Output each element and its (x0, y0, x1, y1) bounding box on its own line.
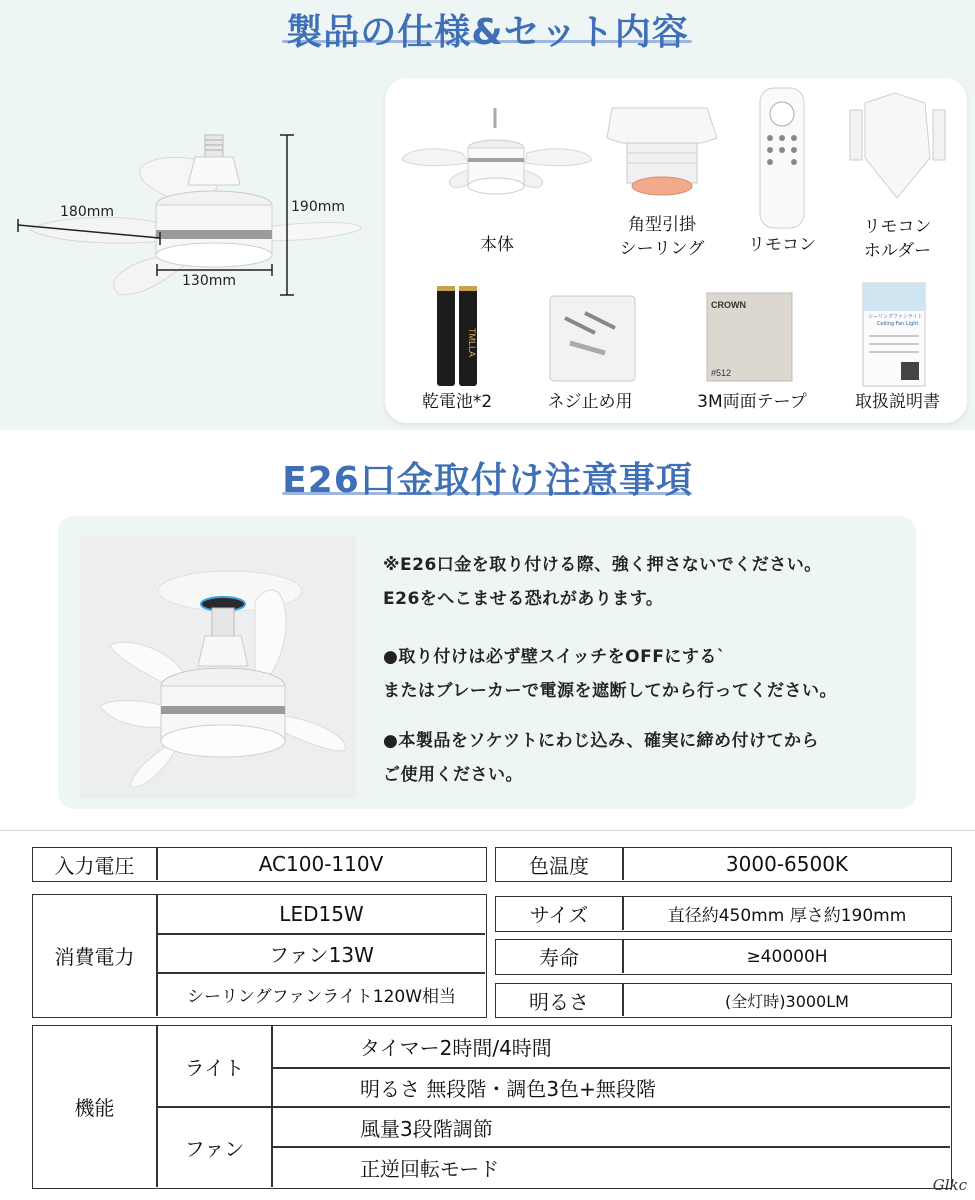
input-voltage-table (32, 847, 487, 882)
power-label: 消費電力 (54, 945, 135, 969)
accessory-label: 本体 (480, 235, 514, 255)
accessory-label: 角型引掛 シーリング (619, 215, 705, 259)
life-value: ≥40000H (746, 946, 828, 967)
power-equivalent-value: シーリングファンライト120W相当 (186, 986, 457, 1007)
size-value: 直径約450mm 厚さ約190mm (667, 906, 907, 926)
manual-heading-text: シーリングファンライト (868, 314, 923, 320)
fan-label: ファン (184, 1137, 245, 1161)
tape-brand-text: CROWN (711, 300, 746, 310)
width-dimension-label: 180mm (60, 204, 114, 220)
fan-dimension-illustration (0, 80, 380, 430)
color-temp-label: 色温度 (529, 853, 589, 878)
functions-label: 機能 (74, 1096, 115, 1120)
functions-table (32, 1025, 952, 1189)
section-title-specs: 製品の仕様&セット内容 (286, 12, 689, 53)
manual-icon (835, 278, 960, 388)
life-table (495, 939, 952, 975)
fan-install-illustration (80, 536, 356, 798)
battery-brand-text: TMLLA (467, 328, 477, 358)
note-line: ●本製品をソケツトにわじ込み、確実に締め付けてから (383, 731, 820, 751)
accessory-label: 乾電池*2 (421, 392, 493, 412)
note-line: E26をへこませる恐れがあります。 (383, 589, 664, 609)
brightness-label: 明るさ (529, 989, 589, 1014)
section-divider (0, 830, 975, 831)
power-fan-value: ファン13W (269, 942, 374, 967)
life-label: 寿命 (539, 946, 579, 970)
accessory-label: 3M両面テープ (697, 392, 807, 412)
screw-bag-icon (525, 278, 655, 388)
input-voltage-value: AC100-110V (258, 852, 384, 876)
manual-subheading-text: Ceiling Fan Light (877, 321, 919, 327)
accessory-tape (677, 278, 827, 418)
signature: Glkc (932, 1176, 967, 1194)
color-temp-table (495, 847, 952, 882)
light-dimming-value: 明るさ 無段階・調色3色+無段階 (360, 1076, 656, 1101)
e26-notes-card (58, 516, 916, 809)
height-dimension-label: 190mm (291, 199, 345, 215)
power-led-value: LED15W (279, 902, 364, 926)
fan-speed-value: 風量3段階調節 (360, 1116, 493, 1141)
tape-code-text: #512 (711, 368, 732, 378)
size-table (495, 896, 952, 932)
accessory-label: ネジ止め用 (547, 392, 633, 412)
brightness-table (495, 983, 952, 1018)
note-line: ●取り付けは必ず壁スイッチをOFFにする` (383, 647, 726, 667)
power-table (32, 894, 487, 1018)
accessory-remote-holder (835, 88, 960, 263)
tape-icon (677, 278, 827, 388)
accessory-label: リモコン (748, 235, 816, 255)
accessory-screws (525, 278, 655, 418)
input-voltage-label: 入力電圧 (54, 853, 135, 878)
installation-photo (80, 536, 356, 798)
note-line: またはブレーカーで電源を遮断してから行ってください。 (383, 681, 837, 701)
accessory-main-body (397, 98, 597, 263)
light-timer-value: タイマー2時間/4時間 (360, 1036, 552, 1060)
brightness-value: (全灯時)3000LM (725, 991, 849, 1011)
base-dimension-label: 130mm (182, 273, 236, 289)
light-label: ライト (184, 1055, 245, 1080)
accessory-label: 取扱説明書 (855, 392, 940, 412)
color-temp-value: 3000-6500K (725, 852, 849, 876)
fan-reverse-value: 正逆回転モード (360, 1157, 500, 1181)
size-label: サイズ (529, 903, 589, 927)
accessories-card (385, 78, 967, 423)
battery-icon (397, 278, 517, 388)
note-line: ※E26口金を取り付ける際、強く押さないでください。 (383, 555, 822, 575)
dimension-diagram (0, 80, 380, 430)
spec-set-section (0, 0, 975, 430)
accessory-batteries (397, 278, 517, 418)
section-title-e26-notes: E26口金取付け注意事項 (282, 460, 693, 501)
accessory-remote (732, 86, 832, 263)
remote-holder-icon (835, 88, 960, 208)
ceiling-adapter-icon (597, 98, 727, 203)
accessory-ceiling-adapter (597, 98, 727, 263)
accessory-manual (835, 278, 960, 418)
ceiling-fan-icon (397, 98, 597, 218)
remote-control-icon (732, 86, 832, 231)
note-line: ご使用ください。 (383, 765, 523, 785)
accessory-label: リモコン ホルダー (863, 217, 932, 261)
